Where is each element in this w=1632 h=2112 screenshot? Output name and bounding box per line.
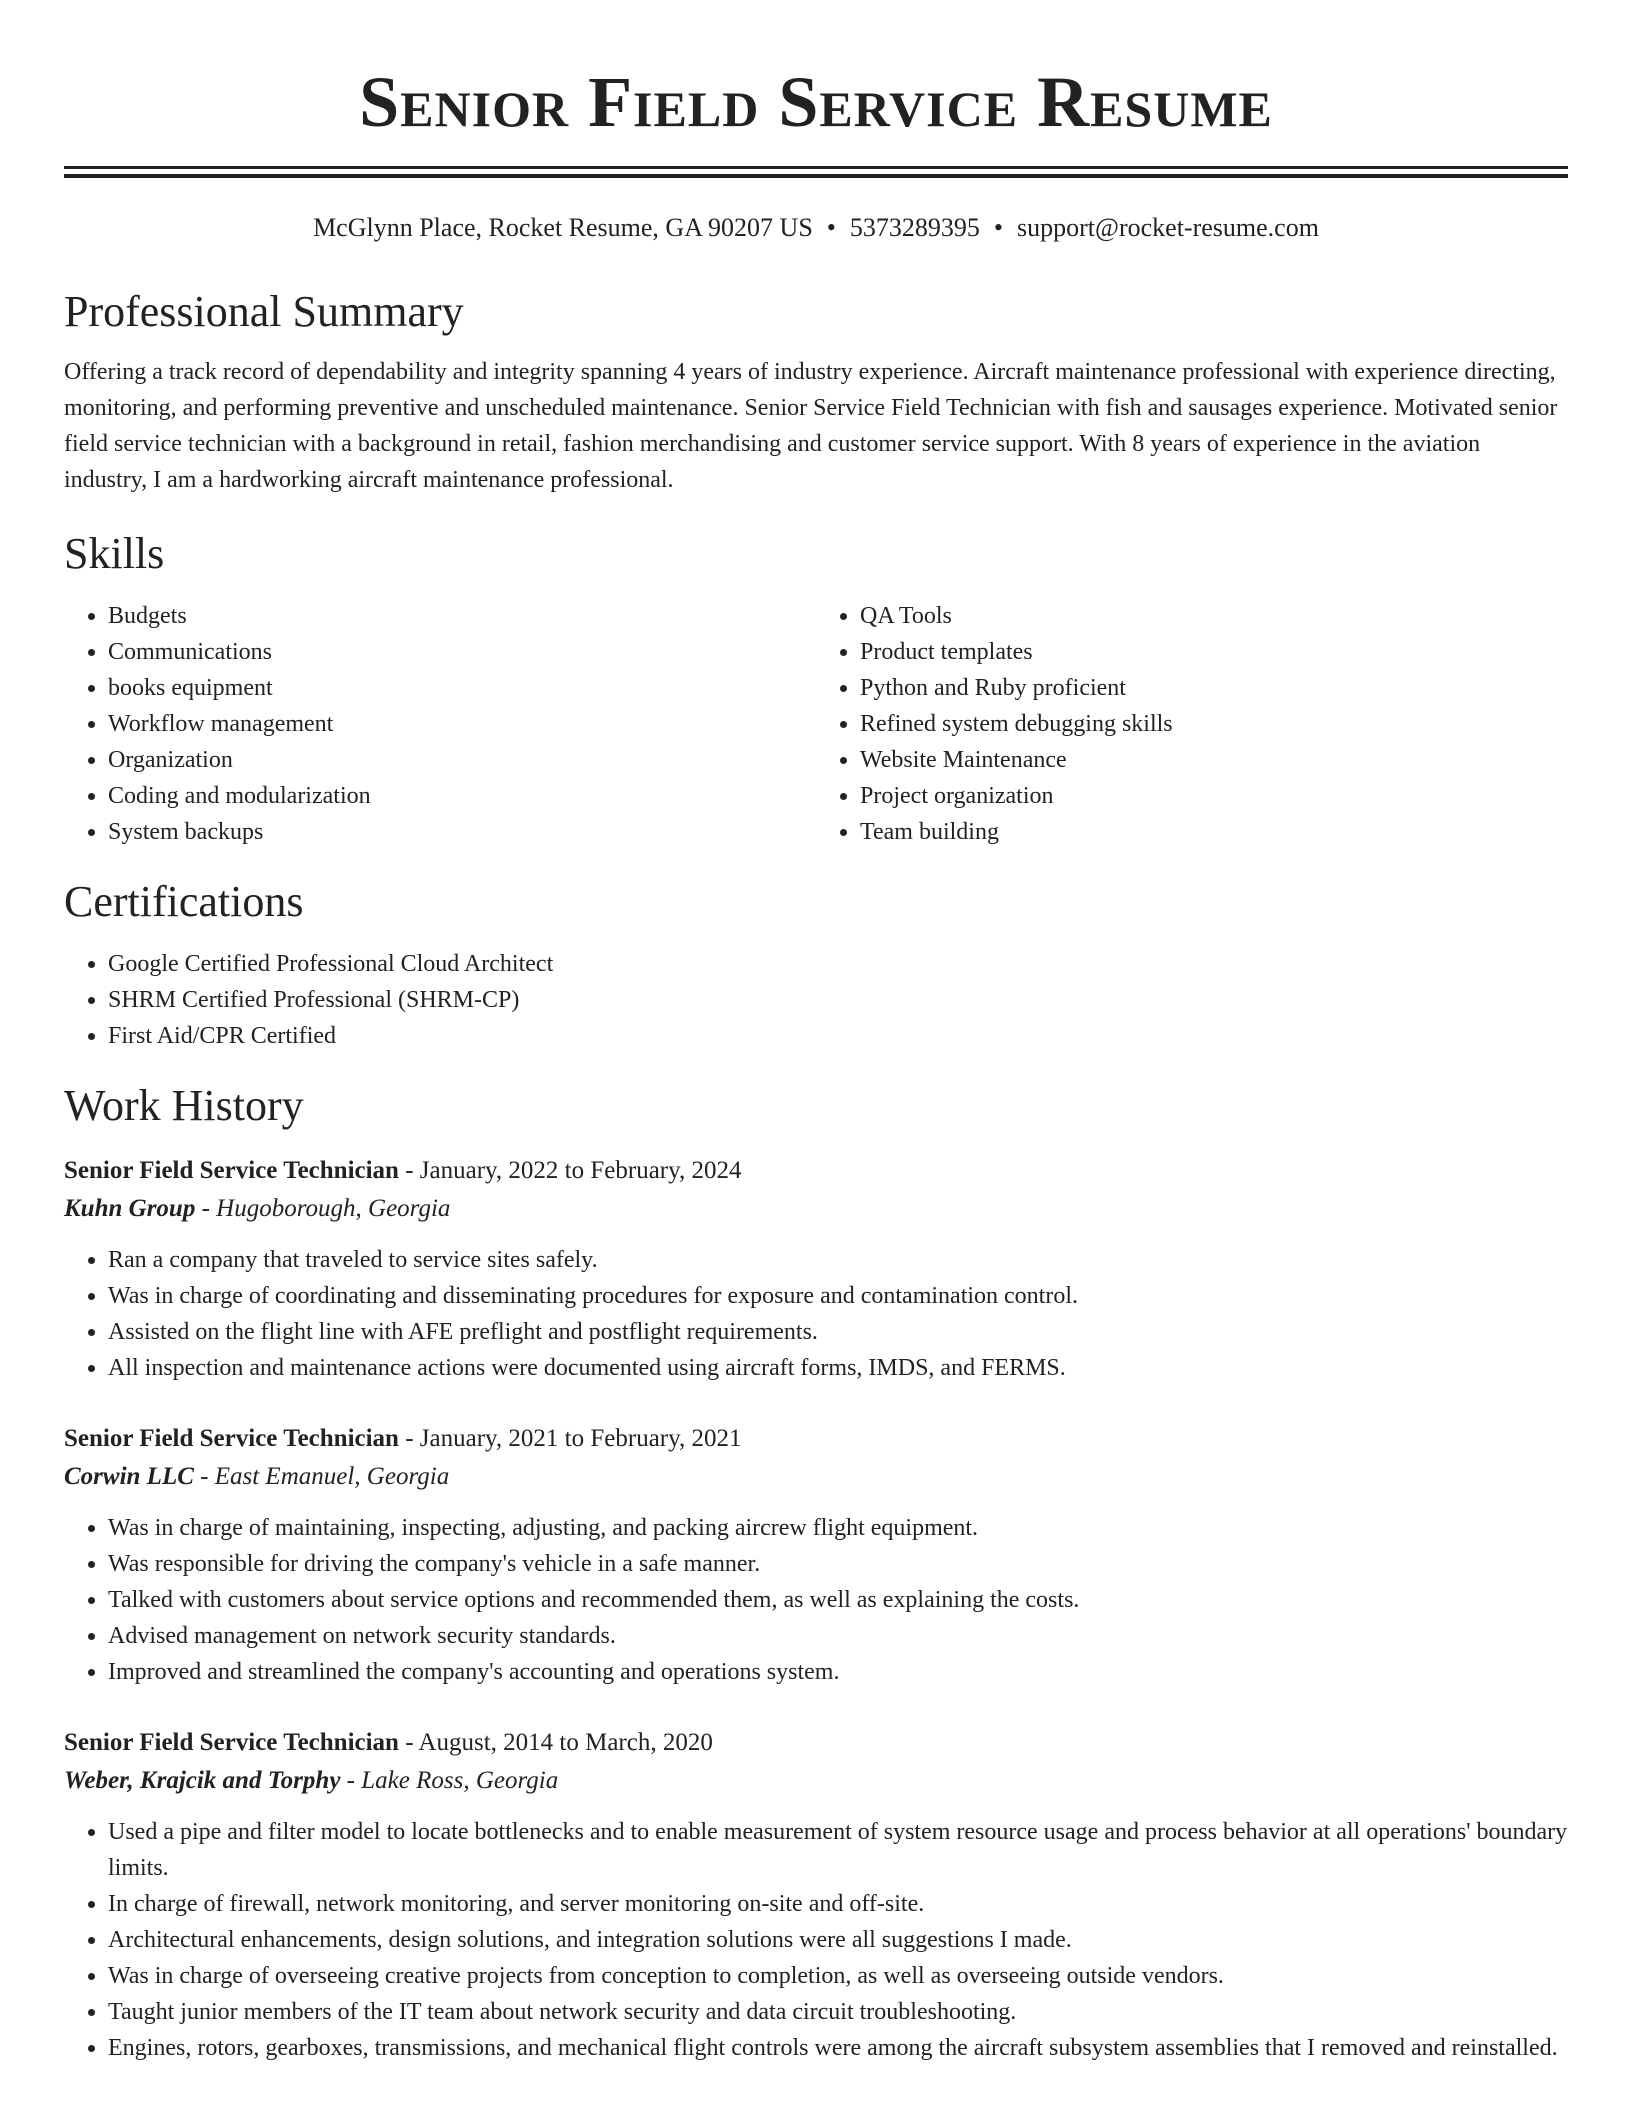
resume-page xyxy=(64,0,1568,2066)
job-company-line xyxy=(64,1762,1568,1800)
job-bullet: • Was in charge of coordinating and disseminating procedures for exposure and contamination control. xyxy=(108,1278,1568,1314)
job-dates: - January, 2022 to February, 2024 xyxy=(398,1157,742,1184)
summary-text: Offering a track record of dependability and integrity spanning 4 years of industry experience. Aircraft maintenance professional with experience directing, monitoring, and performing preventive and unscheduled maintenance. Senior Service Field Technician with fish and sausages experience. Motivated senior field service technician with a background in retail, fashion merchandising and customer service support. With 8 years of experience in the aviation industry, I am a hardworking aircraft maintenance professional. xyxy=(64,359,1558,493)
job-bullet: • Engines, rotors, gearboxes, transmissions, and mechanical flight controls were among the aircraft subsystem assemblies that I removed and reinstalled. xyxy=(108,2030,1568,2066)
job-company: Weber, Krajcik and Torphy xyxy=(64,1767,341,1794)
skill-item: • Refined system debugging skills xyxy=(860,706,1568,742)
skill-item: • Coding and modularization xyxy=(108,778,816,814)
certification-item: • SHRM Certified Professional (SHRM-CP) xyxy=(108,982,1568,1018)
job-title: Senior Field Service Technician xyxy=(64,1157,399,1184)
job-bullet: • Improved and streamlined the company's accounting and operations system. xyxy=(108,1654,1568,1690)
contact-separator: • xyxy=(993,213,1004,242)
job-title-line xyxy=(64,1420,1568,1458)
skill-item: • System backups xyxy=(108,814,816,850)
job-bullet: • All inspection and maintenance actions were documented using aircraft forms, IMDS, and FERMS. xyxy=(108,1350,1568,1386)
skills-section xyxy=(64,528,1568,850)
job-bullet: • Ran a company that traveled to service sites safely. xyxy=(108,1242,1568,1278)
job-bullets xyxy=(64,1242,1568,1386)
job-title-line xyxy=(64,1152,1568,1190)
job-title: Senior Field Service Technician xyxy=(64,1425,399,1452)
job-company: Kuhn Group xyxy=(64,1195,196,1222)
work-history-heading: Work History xyxy=(64,1081,304,1130)
job-bullet: • Was in charge of maintaining, inspecting, adjusting, and packing aircrew flight equipment. xyxy=(108,1510,1568,1546)
job-title-line xyxy=(64,1724,1568,1762)
skill-item: • Python and Ruby proficient xyxy=(860,670,1568,706)
job-company: Corwin LLC xyxy=(64,1463,194,1490)
job-location: - Lake Ross, Georgia xyxy=(340,1767,559,1794)
summary-section xyxy=(64,286,1568,498)
job-location: - Hugoborough, Georgia xyxy=(195,1195,451,1222)
job-bullet: • Architectural enhancements, design solutions, and integration solutions were all suggestions I made. xyxy=(108,1922,1568,1958)
job-bullet: • Was in charge of overseeing creative projects from conception to completion, as well as overseeing outside vendors. xyxy=(108,1958,1568,1994)
job-bullet: • Used a pipe and filter model to locate bottlenecks and to enable measurement of system resource usage and process behavior at all operations' boundary limits. xyxy=(108,1814,1568,1886)
job-entry xyxy=(64,1152,1568,1386)
job-bullet: • Assisted on the flight line with AFE preflight and postflight requirements. xyxy=(108,1314,1568,1350)
job-bullet: • Taught junior members of the IT team about network security and data circuit troubleshooting. xyxy=(108,1994,1568,2030)
skill-item: • Website Maintenance xyxy=(860,742,1568,778)
job-bullet: • Advised management on network security standards. xyxy=(108,1618,1568,1654)
job-dates: - January, 2021 to February, 2021 xyxy=(398,1425,742,1452)
certification-item: • Google Certified Professional Cloud Architect xyxy=(108,946,1568,982)
skill-item: • QA Tools xyxy=(860,598,1568,634)
skill-item: • Workflow management xyxy=(108,706,816,742)
certifications-list xyxy=(64,946,1568,1054)
title-rule-bottom xyxy=(64,174,1568,178)
job-entry xyxy=(64,1724,1568,2066)
resume-title: Senior Field Service Resume xyxy=(359,62,1273,142)
job-company-line xyxy=(64,1458,1568,1496)
contact-separator: • xyxy=(826,213,836,242)
job-bullet: • Was responsible for driving the company's vehicle in a safe manner. xyxy=(108,1546,1568,1582)
certification-item: • First Aid/CPR Certified xyxy=(108,1018,1568,1054)
skill-item: • Project organization xyxy=(860,778,1568,814)
work-history-section xyxy=(64,1080,1568,2066)
skill-item: • Communications xyxy=(108,634,816,670)
job-entry xyxy=(64,1420,1568,1690)
certifications-heading: Certifications xyxy=(64,877,304,926)
contact-email[interactable]: support@rocket-resume.com xyxy=(1017,213,1319,242)
job-dates: - August, 2014 to March, 2020 xyxy=(398,1729,713,1756)
job-bullets xyxy=(64,1510,1568,1690)
skill-item: • books equipment xyxy=(108,670,816,706)
summary-heading: Professional Summary xyxy=(64,287,464,336)
skill-item: • Budgets xyxy=(108,598,816,634)
contact-address: McGlynn Place, Rocket Resume, GA 90207 US xyxy=(313,213,813,242)
job-bullet: • In charge of firewall, network monitoring, and server monitoring on-site and off-site. xyxy=(108,1886,1568,1922)
skill-item: • Team building xyxy=(860,814,1568,850)
job-title: Senior Field Service Technician xyxy=(64,1729,399,1756)
certifications-section xyxy=(64,876,1568,1054)
job-bullet: • Talked with customers about service options and recommended them, as well as explaining the costs. xyxy=(108,1582,1568,1618)
skill-item: • Product templates xyxy=(860,634,1568,670)
contact-phone: 5373289395 xyxy=(849,213,980,242)
skills-list-right xyxy=(816,598,1568,850)
job-location: - East Emanuel, Georgia xyxy=(193,1463,450,1490)
skills-columns xyxy=(64,598,1568,850)
job-bullets xyxy=(64,1814,1568,2066)
skill-item: • Organization xyxy=(108,742,816,778)
title-rule-top xyxy=(64,166,1568,169)
skills-heading: Skills xyxy=(64,529,165,578)
job-company-line xyxy=(64,1190,1568,1228)
skills-list-left xyxy=(64,598,816,850)
contact-line xyxy=(64,210,1568,246)
